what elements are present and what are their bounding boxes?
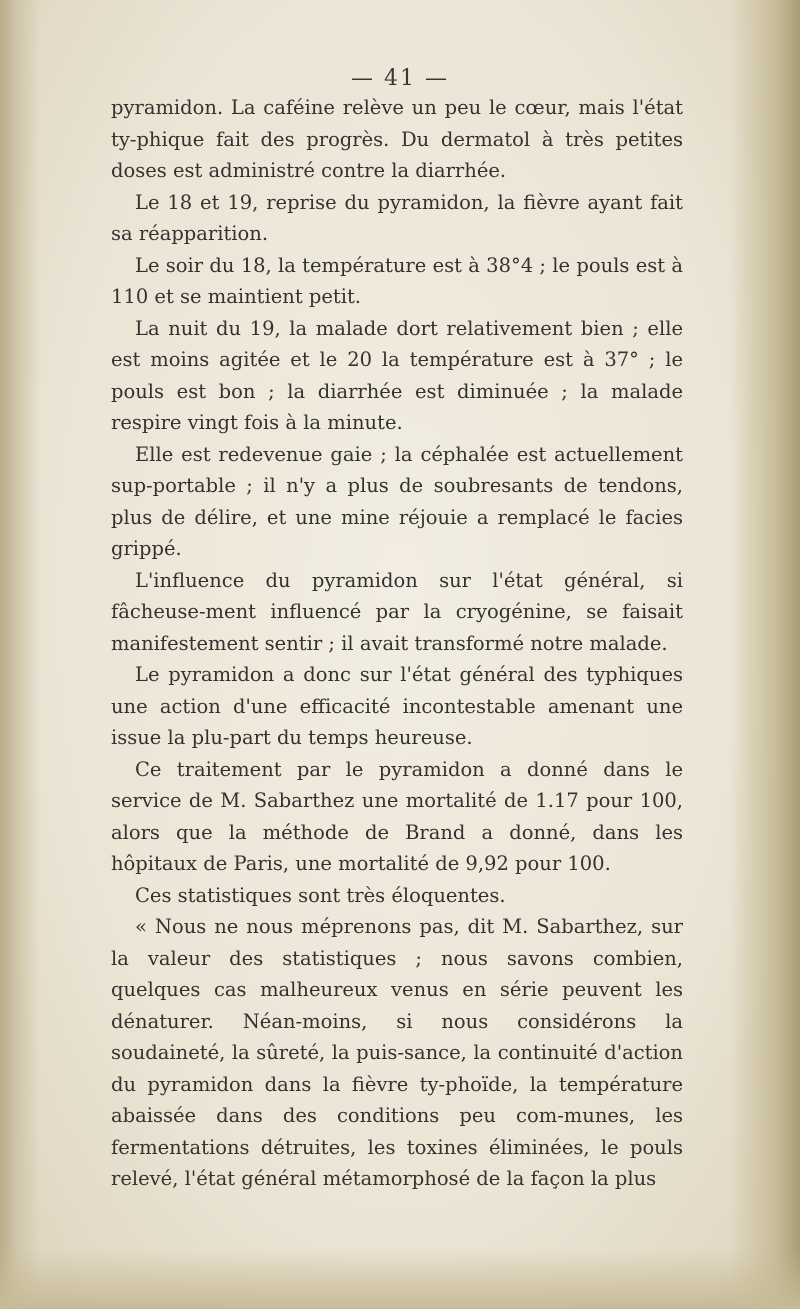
body-text [111, 92, 683, 1195]
paragraph: « Nous ne nous méprenons pas, dit M. Sabarthez, sur la valeur des statistiques ; nous savons combien, quelques cas malheureux venus en série peuvent les dénaturer. Néan-moins, si nous considérons la soudaineté, la sûreté, la puis-sance, la continuité d'action du pyramidon dans la fièvre ty-phoïde, la température abaissée dans des conditions peu com-munes, les fermentations détruites, les toxines éliminées, le pouls relevé, l'état général métamorphosé de la façon la plus [111, 915, 683, 1190]
paragraph: Ces statistiques sont très éloquentes. [135, 883, 506, 907]
paragraph: Le 18 et 19, reprise du pyramidon, la fièvre ayant fait sa réapparition. [111, 190, 683, 245]
page-edge-left [0, 0, 40, 1309]
page-edge-bottom [0, 1249, 800, 1309]
paragraph: pyramidon. La caféine relève un peu le cœur, mais l'état ty-phique fait des progrès. Du dermatol à très petites doses est administré contre la diarrhée. [111, 96, 683, 182]
paragraph: L'influence du pyramidon sur l'état général, si fâcheuse-ment influencé par la cryogénine, se faisait manifestement sentir ; il avait transformé notre malade. [111, 568, 683, 655]
paragraph: Ce traitement par le pyramidon a donné dans le service de M. Sabarthez une mortalité de 1.17 pour 100, alors que la méthode de Brand a donné, dans les hôpitaux de Paris, une mortalité de 9,92 pour 100. [111, 757, 683, 875]
paragraph: Le pyramidon a donc sur l'état général des typhiques une action d'une efficacité incontestable amenant une issue la plu-part du temps heureuse. [111, 663, 683, 749]
page-number: — 41 — [351, 66, 449, 91]
page-edge-right [730, 0, 800, 1309]
paragraph: Le soir du 18, la température est à 38°4 ; le pouls est à 110 et se maintient petit. [111, 253, 683, 308]
paragraph: La nuit du 19, la malade dort relativement bien ; elle est moins agitée et le 20 la température est à 37° ; le pouls est bon ; la diarrhée est diminuée ; la malade respire vingt fois à la minute. [111, 316, 683, 434]
paragraph: Elle est redevenue gaie ; la céphalée est actuellement sup-portable ; il n'y a plus de soubresants de tendons, plus de délire, et une mine réjouie a remplacé le facies grippé. [111, 442, 683, 560]
